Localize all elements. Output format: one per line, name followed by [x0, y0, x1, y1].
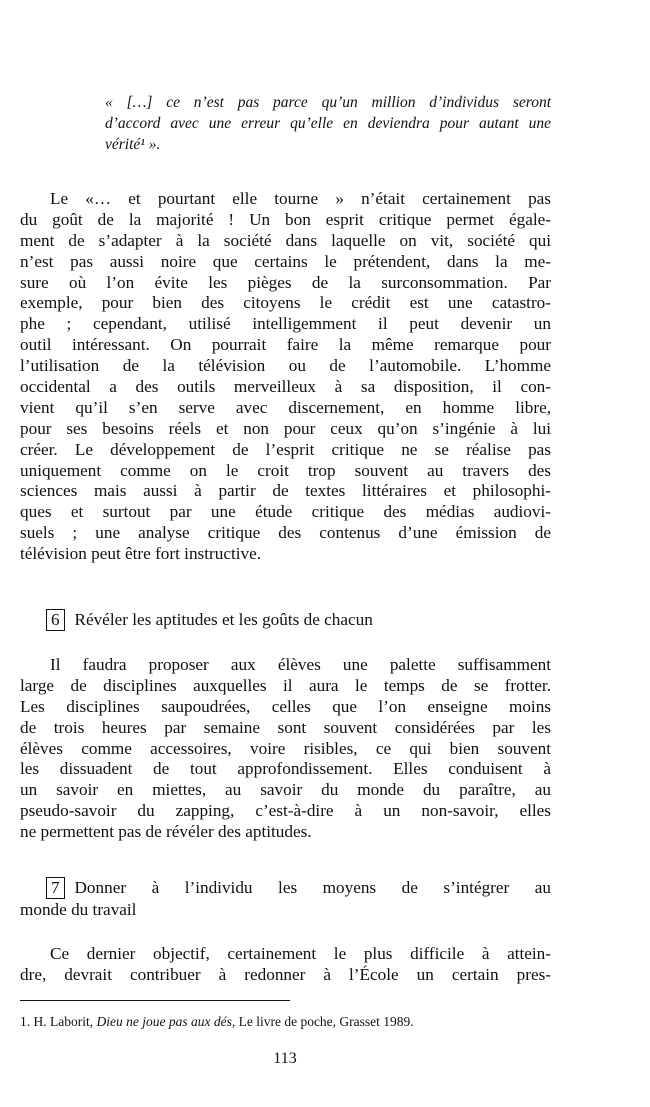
section-title-line2: monde du travail — [20, 900, 137, 919]
section-title: Révéler les aptitudes et les goûts de chacun — [74, 610, 373, 629]
text-line: sure où l’on évite les pièges de la surconsommation. Par — [20, 272, 551, 292]
text-line: télévision peut être fort instructive. — [20, 544, 262, 564]
text-line: du goût de la majorité ! Un bon esprit critique permet égale- — [20, 209, 551, 229]
section-number-box: 6 — [46, 609, 65, 631]
epigraph-quote — [105, 92, 551, 155]
section-heading-7 — [46, 877, 551, 899]
page-number: 113 — [273, 1050, 297, 1067]
text-line: Ce dernier objectif, certainement le plus difficile à attein- — [50, 944, 551, 963]
text-line: pseudo-savoir du zapping, c’est-à-dire à un non-savoir, elles — [20, 801, 551, 821]
section-heading-6 — [46, 609, 373, 631]
text-line: dre, devrait contribuer à redonner à l’École un certain pres- — [20, 964, 551, 984]
text-line: ne permettent pas de révéler des aptitudes. — [20, 822, 312, 842]
text-line: les dissuadent de tout approfondissement. Elles conduisent à — [20, 759, 551, 779]
text-line: uniquement comme on le croit trop souvent au travers des — [20, 460, 551, 480]
paragraph-work — [20, 944, 551, 986]
text-line: vient qu’il s’en serve avec discernement, en homme libre, — [20, 397, 551, 417]
text-line: phe ; cependant, utilisé intelligemment il peut devenir un — [20, 314, 551, 334]
text-line: ment de s’adapter à la société dans laquelle on vit, société qui — [20, 230, 551, 250]
footnote — [20, 1014, 414, 1030]
text-line: « […] ce n’est pas parce qu’un million d’individus seront — [105, 94, 551, 111]
text-line: suels ; une analyse critique des contenus d’une émission de — [20, 523, 551, 543]
section-title-line1: Donner à l’individu les moyens de s’intégrer au — [74, 878, 551, 897]
text-line: vérité¹ ». — [105, 136, 161, 153]
text-line: d’accord avec une erreur qu’elle en deviendra pour autant une — [105, 115, 551, 132]
footnote-publisher: Le livre de poche, Grasset 1989. — [238, 1014, 414, 1029]
text-line: élèves comme accessoires, voire risibles, ce qui bien souvent — [20, 738, 551, 758]
text-line: Il faudra proposer aux élèves une palette suffisamment — [50, 655, 551, 674]
footnote-number: 1. — [20, 1014, 31, 1029]
text-line: large de disciplines auxquelles il aura le temps de se frotter. — [20, 675, 551, 695]
footnote-divider — [20, 1000, 290, 1001]
footnote-title: Dieu ne joue pas aux dés, — [96, 1014, 236, 1029]
text-line: créer. Le développement de l’esprit critique ne se réalise pas — [20, 439, 551, 459]
text-line: n’est pas aussi noire que certains le prétendent, dans la me- — [20, 251, 551, 271]
text-line: ques et surtout par une étude critique des médias audiovi- — [20, 502, 551, 522]
footnote-author: H. Laborit, — [33, 1014, 94, 1029]
text-line: un savoir en miettes, au savoir du monde du paraître, au — [20, 780, 551, 800]
text-line: sciences mais aussi à partir de textes littéraires et philosophi- — [20, 481, 551, 501]
section-number-box: 7 — [46, 877, 65, 899]
text-line: pour ses besoins réels et non pour ceux qu’on s’ingénie à lui — [20, 418, 551, 438]
text-line: Le «… et pourtant elle tourne » n’était certainement pas — [50, 189, 551, 208]
text-line: l’utilisation de la télévision ou de l’automobile. L’homme — [20, 356, 551, 376]
text-line: exemple, pour bien des citoyens le crédit est une catastro- — [20, 293, 551, 313]
paragraph-aptitudes — [20, 655, 551, 843]
text-line: occidental a des outils merveilleux à sa disposition, il con- — [20, 377, 551, 397]
text-line: de trois heures par semaine sont souvent considérées par les — [20, 717, 551, 737]
paragraph-critical-thinking — [20, 189, 551, 565]
text-line: Les disciplines saupoudrées, celles que l’on enseigne moins — [20, 696, 551, 716]
text-line: outil intéressant. On pourrait faire la même remarque pour — [20, 335, 551, 355]
